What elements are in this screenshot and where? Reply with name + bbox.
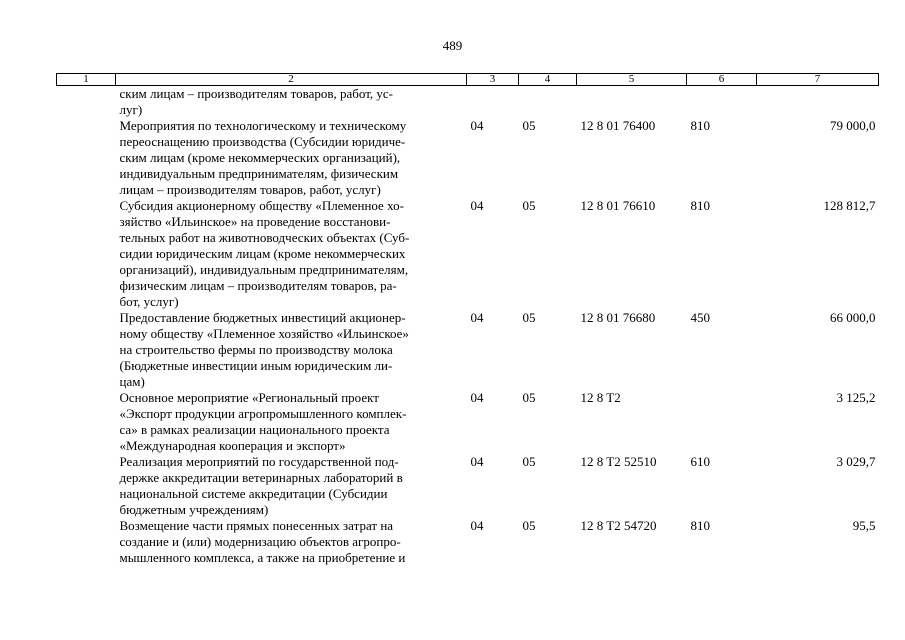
row-section: [467, 86, 519, 119]
row-spacer: [57, 198, 116, 310]
table-row: [57, 198, 879, 310]
column-header-6: 6: [687, 74, 757, 86]
row-subsection: 05: [522, 310, 536, 325]
row-amount: 3 125,2: [836, 390, 876, 405]
column-header-2: 2: [116, 74, 467, 86]
table-row: [57, 118, 879, 198]
row-spacer: [57, 86, 116, 119]
column-header-3: 3: [467, 74, 519, 86]
row-subsection: [519, 86, 577, 119]
table-row: [57, 390, 879, 454]
row-spacer: [57, 310, 116, 390]
row-expense-type: 810: [690, 198, 710, 213]
column-header-4: 4: [519, 74, 577, 86]
row-amount: 128 812,7: [823, 198, 876, 213]
row-amount: 3 029,7: [836, 454, 876, 469]
row-subsection: 05: [522, 454, 536, 469]
table-row: [57, 310, 879, 390]
row-target-article: 12 8 01 76610: [580, 198, 656, 213]
row-name: Мероприятия по технологическому и техническому переоснащению производства (Субсидии юридиче- ским лицам (кроме некоммерческих организаций), индивидуальным предпринимателям, физическим лицам – производителям товаров, работ, услуг): [119, 118, 407, 197]
row-target-article: [577, 86, 687, 119]
row-section: 04: [470, 518, 484, 533]
row-spacer: [57, 454, 116, 518]
row-section: 04: [470, 454, 484, 469]
row-spacer: [57, 118, 116, 198]
row-name: Предоставление бюджетных инвестиций акционер- ному обществу «Племенное хозяйство «Ильинское» на строительство фермы по производству молока (Бюджетные инвестиции иным юридическим ли- цам): [119, 310, 409, 389]
row-expense-type: 450: [690, 310, 710, 325]
row-expense-type: 610: [690, 454, 710, 469]
row-spacer: [57, 390, 116, 454]
table-row: [57, 454, 879, 518]
row-name: Субсидия акционерному обществу «Племенное хо- зяйство «Ильинское» на проведение восстанови- тельных работ на животноводческих объектах (Суб- сидии юридическим лицам (кроме некоммерческих организаций), индивидуальным предпринимателям, физическим лицам – производителям товаров, ра- бот, услуг): [119, 198, 410, 309]
column-header-1: 1: [57, 74, 116, 86]
row-target-article: 12 8 T2 52510: [580, 454, 657, 469]
row-section: 04: [470, 198, 484, 213]
row-target-article: 12 8 01 76400: [580, 118, 656, 133]
row-subsection: 05: [522, 390, 536, 405]
row-spacer: [57, 518, 116, 566]
budget-table: [56, 73, 879, 566]
table-header-row: [57, 74, 879, 86]
row-expense-type: [687, 390, 757, 454]
row-expense-type: [687, 86, 757, 119]
row-subsection: 05: [522, 198, 536, 213]
row-name: ским лицам – производителям товаров, работ, ус- луг): [119, 86, 394, 117]
row-amount: 66 000,0: [830, 310, 876, 325]
row-name: Основное мероприятие «Региональный проект «Экспорт продукции агропромышленного комплек- са» в рамках реализации национального проекта «Международная кооперация и экспорт»: [119, 390, 407, 453]
row-subsection: 05: [522, 518, 536, 533]
column-header-5: 5: [577, 74, 687, 86]
row-target-article: 12 8 01 76680: [580, 310, 656, 325]
row-section: 04: [470, 390, 484, 405]
row-name: Возмещение части прямых понесенных затрат на создание и (или) модернизацию объектов агропро- мышленного комплекса, а также на приобретение и: [119, 518, 406, 565]
row-amount: [757, 86, 879, 119]
table-row: [57, 86, 879, 119]
table-row: [57, 518, 879, 566]
row-name: Реализация мероприятий по государственной под- держке аккредитации ветеринарных лабораторий в национальной системе аккредитации (Субсидии бюджетным учреждениям): [119, 454, 403, 517]
row-target-article: 12 8 T2 54720: [580, 518, 657, 533]
row-amount: 95,5: [852, 518, 876, 533]
column-header-7: 7: [757, 74, 879, 86]
row-section: 04: [470, 118, 484, 133]
row-expense-type: 810: [690, 518, 710, 533]
row-amount: 79 000,0: [830, 118, 876, 133]
row-target-article: 12 8 T2: [580, 390, 621, 405]
row-expense-type: 810: [690, 118, 710, 133]
row-subsection: 05: [522, 118, 536, 133]
row-section: 04: [470, 310, 484, 325]
page-number: 489: [442, 38, 463, 53]
